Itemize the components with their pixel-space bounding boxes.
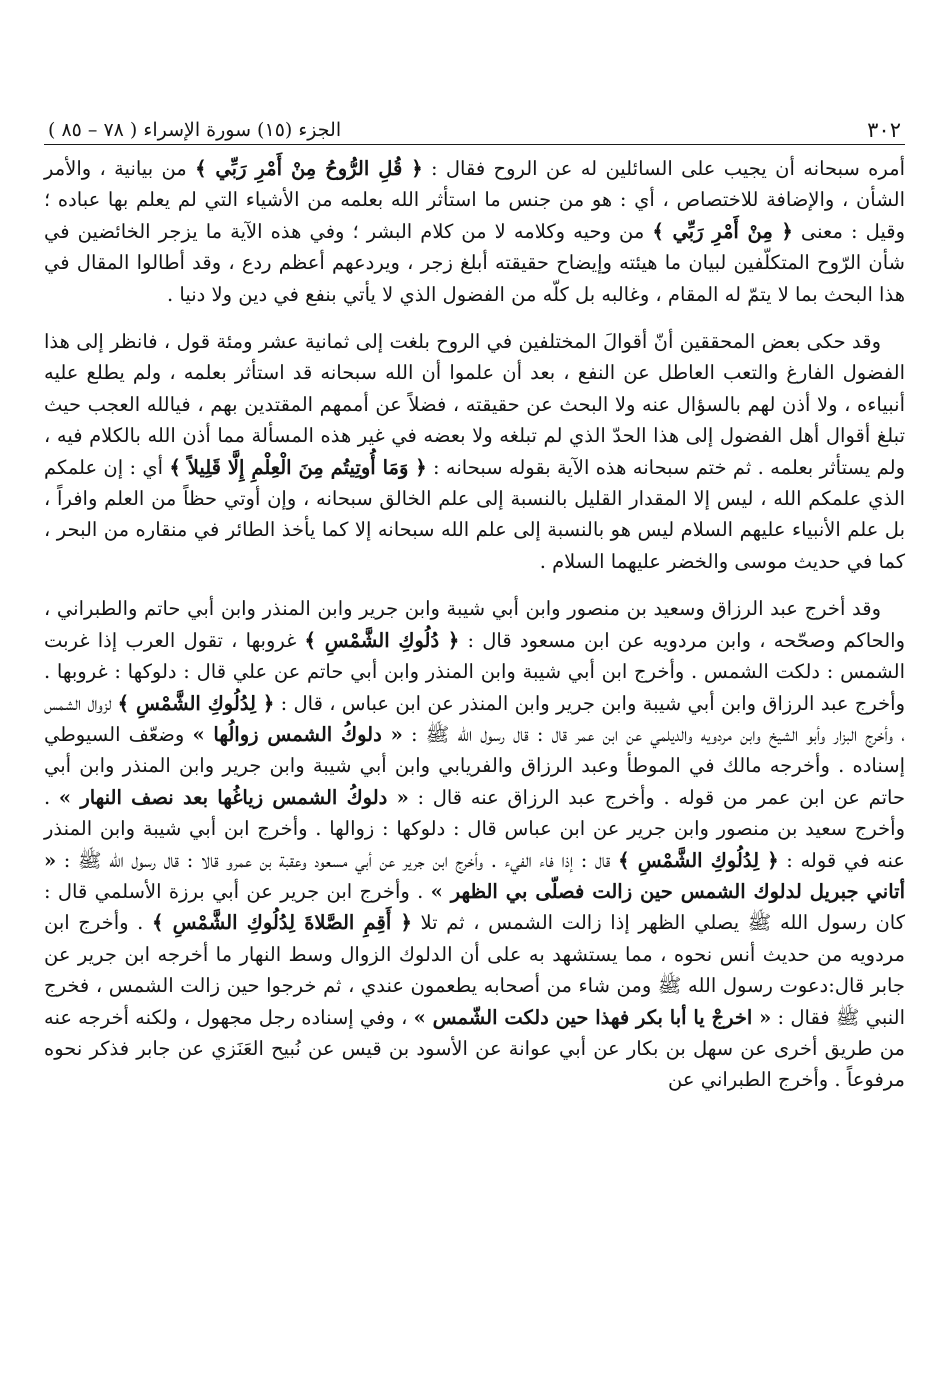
- quran-quote: ﴿ لِدُلُوكِ الشَّمْسِ ﴾: [618, 848, 779, 872]
- text-run: من بيانية ، والأمر الشأن ، والإضافة للاختصاص ، أي : هو من جنس ما استأثر الله بعلمه من الأشياء التي لم يعلم بها عباده ؛ وقيل : معنى: [44, 157, 906, 243]
- text-run: أمره سبحانه أن يجيب على السائلين له عن الروح فقال :: [422, 157, 905, 180]
- text-run: ، وفي إسناده رجل مجهول ، ولكنه أخرجه عنه من طريق أخرى عن سهل بن بكار عن أبي عوانة عن الأسود بن قيس عن نُبيح العَنَزي عن جابر فذكر نحوه مرفوعاً . وأخرج الطبراني عن: [44, 1005, 905, 1092]
- quran-quote: ﴿ مِنْ أَمْرِ رَبِّي ﴾: [652, 219, 793, 243]
- body-text: [44, 153, 905, 1096]
- hadith-quote: « أتاني جبريل لدلوك الشمس حين زالت فصلّى بي الظهر »: [44, 848, 905, 903]
- quran-quote: ﴿ لِدُلُوكِ الشَّمْسِ ﴾: [117, 691, 275, 715]
- quran-quote: ﴿ أَقِمِ الصَّلاةَ لِدُلُوكِ الشَّمْسِ ﴾: [152, 911, 412, 935]
- text-run: وقد حكى بعض المحققين أنّ أقوالَ المختلفين في الروح بلغت إلى ثمانية عشر ومئة قول ، فانظر إلى هذا الفضول الفارغ والتعب العاطل عن النفع ، بعد أن علموا أن الله سبحانه قد استأثر بعلمه ، ولم يطلع عليه أنبياءه ، ولا أذن لهم بالسؤال عنه ولا البحث عن حقيقته ، فضلاً عن أممهم المقتدين بهم ، فيالله العجب حيث تبلغ أقوال أهل الفضول إلى هذا الحدّ الذي لم تبلغه ولا بعضه في غير هذه المسألة مما أذن الله بالكلام فيه ، ولم يستأثر بعلمه . ثم ختم سبحانه هذه الآية بقوله سبحانه :: [44, 330, 905, 479]
- paragraph: [44, 593, 905, 1096]
- running-title: الجزء (١٥) سورة الإسراء ( ٧٨ – ٨٥ ): [48, 119, 342, 141]
- text-run: . وأخرج ابن جرير عن أبي برزة الأسلمي قال : كان رسول الله ﷺ يصلي الظهر إذا زالت الشمس ، ثم تلا: [44, 879, 906, 935]
- paragraph: [44, 153, 905, 310]
- page-header: [44, 112, 905, 145]
- text-run: . وأخرج ابن مردويه من حديث أنس نحوه ، مما يستشهد به على أن الدلوك الزوال وسط النهار ما أخرجه ابن جرير عن جابر قال:دعوت رسول الله ﷺ ومن شاء من أصحابه يطعمون عندي ، ثم خرجوا حين زالت الشمس ، فخرج النبي ﷺ فقال :: [44, 911, 905, 1029]
- text-run: وقد أخرج عبد الرزاق وسعيد بن منصور وابن أبي شيبة وابن جرير وابن المنذر وابن أبي حاتم والطبراني ، والحاكم وصحّحه ، وابن مردويه عن ابن مسعود قال :: [44, 597, 905, 652]
- text-run: وضعّف السيوطي إسناده . وأخرجه مالك في الموطأ وعبد الرزاق والفريابي وابن أبي شيبة وابن جرير وابن المنذر وابن أبي حاتم عن ابن عمر من قوله . وأخرج عبد الرزاق عنه قال :: [44, 722, 905, 809]
- hadith-quote: « دلوكُ الشمس زياغُها بعد نصف النهار »: [58, 785, 409, 809]
- page-number: ٣٠٢: [867, 118, 901, 142]
- paragraph: [44, 326, 905, 577]
- hadith-quote: « اخرجْ يا أبا بكر فهذا حين دلكت الشّمس »: [413, 1005, 772, 1029]
- text-run: قال : إذا فاء الفيء . وأخرج ابن جرير عن أبي مسعود وعقبة بن عمرو قالا : قال رسول الله ﷺ :: [56, 848, 619, 872]
- text-run: لزوال الشمس ، وأخرج البزار وأبو الشيخ وابن مردويه والديلمي عن ابن عمر قال : قال رسول الله ﷺ :: [44, 691, 905, 746]
- text-run: غروبها ، تقول العرب إذا غربت الشمس : دلكت الشمس . وأخرج ابن أبي شيبة وابن المنذر وابن أبي حاتم عن علي قال : دلوكها : غروبها . وأخرج عبد الرزاق وابن أبي شيبة وابن جرير وابن المنذر عن ابن عباس ، قال :: [44, 628, 906, 715]
- book-page: [44, 112, 905, 1335]
- hadith-quote: « دلوكُ الشمس زوالُها »: [192, 722, 403, 746]
- quran-quote: ﴿ دُلُوكِ الشَّمْسِ ﴾: [304, 628, 460, 652]
- quran-quote: ﴿ قُلِ الرُّوحُ مِنْ أَمْرِ رَبِّي ﴾: [195, 157, 423, 180]
- quran-quote: ﴿ وَمَا أُوتِيتُم مِنَ الْعِلْمِ إِلَّا قَلِيلاً ﴾: [169, 455, 427, 479]
- text-run: أي : إن علمكم الذي علمكم الله ، ليس إلا المقدار القليل بالنسبة إلى علم الخالق سبحانه ، وإن أوتي حظاً من العلم وافراً ، بل علم الأنبياء عليهم السلام ليس هو بالنسبة إلى علم الله سبحانه إلا كما يأخذ الطائر في منقاره من البحر ، كما في حديث موسى والخضر عليهما السلام .: [44, 455, 905, 573]
- text-run: . وأخرج سعيد بن منصور وابن جرير عن ابن عباس قال : دلوكها : زوالها . وأخرج ابن أبي شيبة وابن المنذر عنه في قوله :: [44, 785, 905, 872]
- text-run: من وحيه وكلامه لا من كلام البشر ؛ وفي هذه الآية ما يزجر الخائضين في شأن الرّوح المتكلّفين لبيان ما هيئته وإيضاح حقيقته أبلغ زجر ، ويردعهم أعظم ردع ، وقد أطالوا المقال في هذا البحث بما لا يتمّ له المقام ، وغالبه بل كلّه من الفضول الذي لا يأتي بنفع في دين ولا دنيا .: [44, 219, 905, 306]
